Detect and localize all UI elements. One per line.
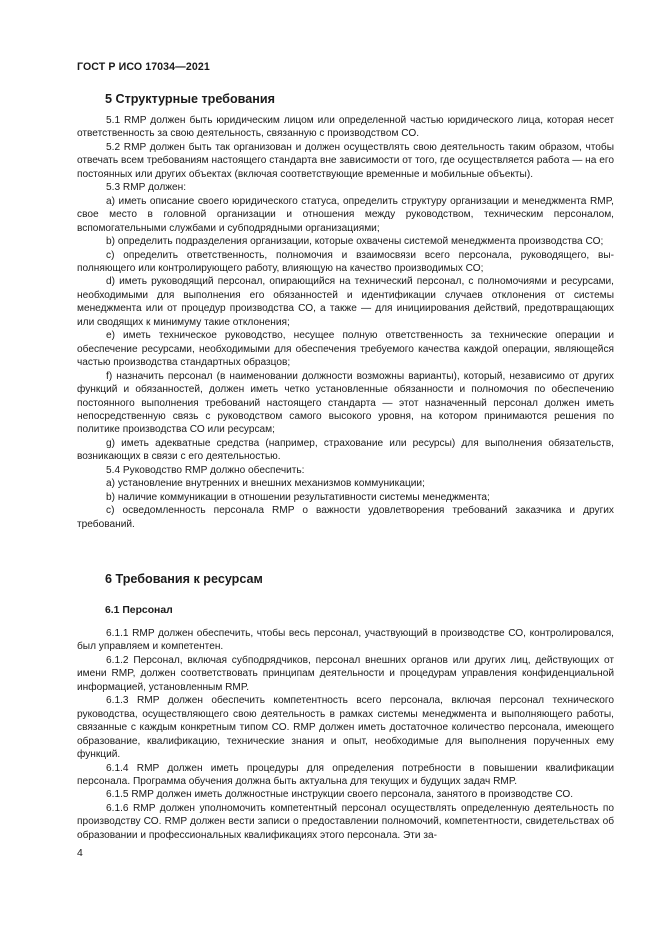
list-item: b) наличие коммуникации в отношении результативности системы менеджмента; xyxy=(106,491,490,503)
list-item: a) иметь описание своего юридического статуса, определить структуру организации и менеджмента RMP, свое место в головной организации и отношения между руководством, техническим персоналом, вспомогательными службами и субподрядными организациями; xyxy=(77,195,614,234)
subsection-6-1-title: 6.1 Персонал xyxy=(105,605,173,616)
list-item: b) определить подразделения организации, которые охвачены системой менеджмента производства СО; xyxy=(106,236,604,248)
paragraph: 5.1 RMP должен быть юридическим лицом или определенной частью юридического лица, которая несет ответственность за свою деятельность, связанную с производством СО. xyxy=(77,115,614,140)
paragraph: 6.1.6 RMP должен уполномочить компетентный персонал осуществлять определенную деятельность по производству СО. RMP должен вести записи о предоставлении полномочий, компетентности, свидетельствах об образовании и профессиональных квалификациях этого персонала. Эти за- xyxy=(77,802,614,841)
section-5-title: 5 Структурные требования xyxy=(105,92,275,106)
paragraph: 6.1.4 RMP должен иметь процедуры для определения потребности в повышении квалификации персонала. Программа обучения должна быть актуальна для текущих и будущих задач RMP. xyxy=(77,762,614,787)
paragraph: 5.4 Руководство RMP должно обеспечить: xyxy=(106,464,305,476)
list-item: c) осведомленность персонала RMP о важности удовлетворения требований заказчика и других требований. xyxy=(77,505,614,530)
section-6-1-body xyxy=(77,627,614,842)
standard-header: ГОСТ Р ИСО 17034—2021 xyxy=(77,61,210,73)
paragraph: 6.1.2 Персонал, включая субподрядчиков, персонал внешних органов или других лиц, действующих от имени RMP, должен соответствовать принципам деятельности и процедурам управления конфиденциальной информацией, установленным RMP. xyxy=(77,654,614,693)
page-number: 4 xyxy=(77,848,83,859)
section-5-body xyxy=(77,114,614,531)
paragraph: 6.1.1 RMP должен обеспечить, чтобы весь персонал, участвующий в производстве СО, контролировался, был управляем и компетентен. xyxy=(77,628,614,653)
paragraph: 6.1.3 RMP должен обеспечить компетентность всего персонала, включая персонал технического руководства, осуществляющего свою деятельность в рамках системы менеджмента и выполняющего работы, связанные с каждым конкретным типом СО. RMP должен иметь достаточное количество персонала, имеющего образование, квалификацию, технические знания и опыт, необходимые для выполнения порученных ему функций. xyxy=(77,695,614,761)
paragraph: 6.1.5 RMP должен иметь должностные инструкции своего персонала, занятого в производстве СО. xyxy=(106,789,574,801)
section-6-title: 6 Требования к ресурсам xyxy=(105,572,263,586)
paragraph: 5.2 RMP должен быть так организован и должен осуществлять свою деятельность таким образом, чтобы отвечать всем требованиям настоящего стандарта вне зависимости от того, где осуществляется работа — на его постоянных или других объектах (включая соответствующие временные и мобильные объекты). xyxy=(77,141,614,180)
list-item: a) установление внутренних и внешних механизмов коммуникации; xyxy=(106,478,425,490)
list-item: f) назначить персонал (в наименовании должности возможны варианты), который, независимо от других функций и обязанностей, должен иметь четко установленные обязанности и полномочия по обеспечению постоянного выполнения требований настоящего стандарта — этот назначенный персонал должен иметь непосредственную связь с руководством самого высокого уровня, на котором принимаются решения по политике производства СО или ресурсам; xyxy=(77,370,614,436)
list-item: c) определить ответственность, полномочия и взаимосвязи всего персонала, руководящего, выполняющего или контролирующего работу, влияющую на качество производимых СО; xyxy=(77,249,614,274)
list-item: d) иметь руководящий персонал, опирающийся на технический персонал, с полномочиями и ресурсами, необходимыми для выполнения его обязанностей и идентификации случаев отклонения от системы менеджмента или от процедур производства СО, а также — для инициирования действий, предотвращающих или сводящих к минимуму такие отклонения; xyxy=(77,276,614,328)
list-item: e) иметь техническое руководство, несущее полную ответственность за технические операции и обеспечение ресурсами, необходимыми для обеспечения требуемого качества каждой операции, являющейся частью производства стандартных образцов; xyxy=(77,330,614,369)
paragraph: 5.3 RMP должен: xyxy=(106,182,187,194)
list-item: g) иметь адекватные средства (например, страхование или ресурсы) для выполнения обязательств, возникающих в связи с его деятельностью. xyxy=(77,437,614,463)
